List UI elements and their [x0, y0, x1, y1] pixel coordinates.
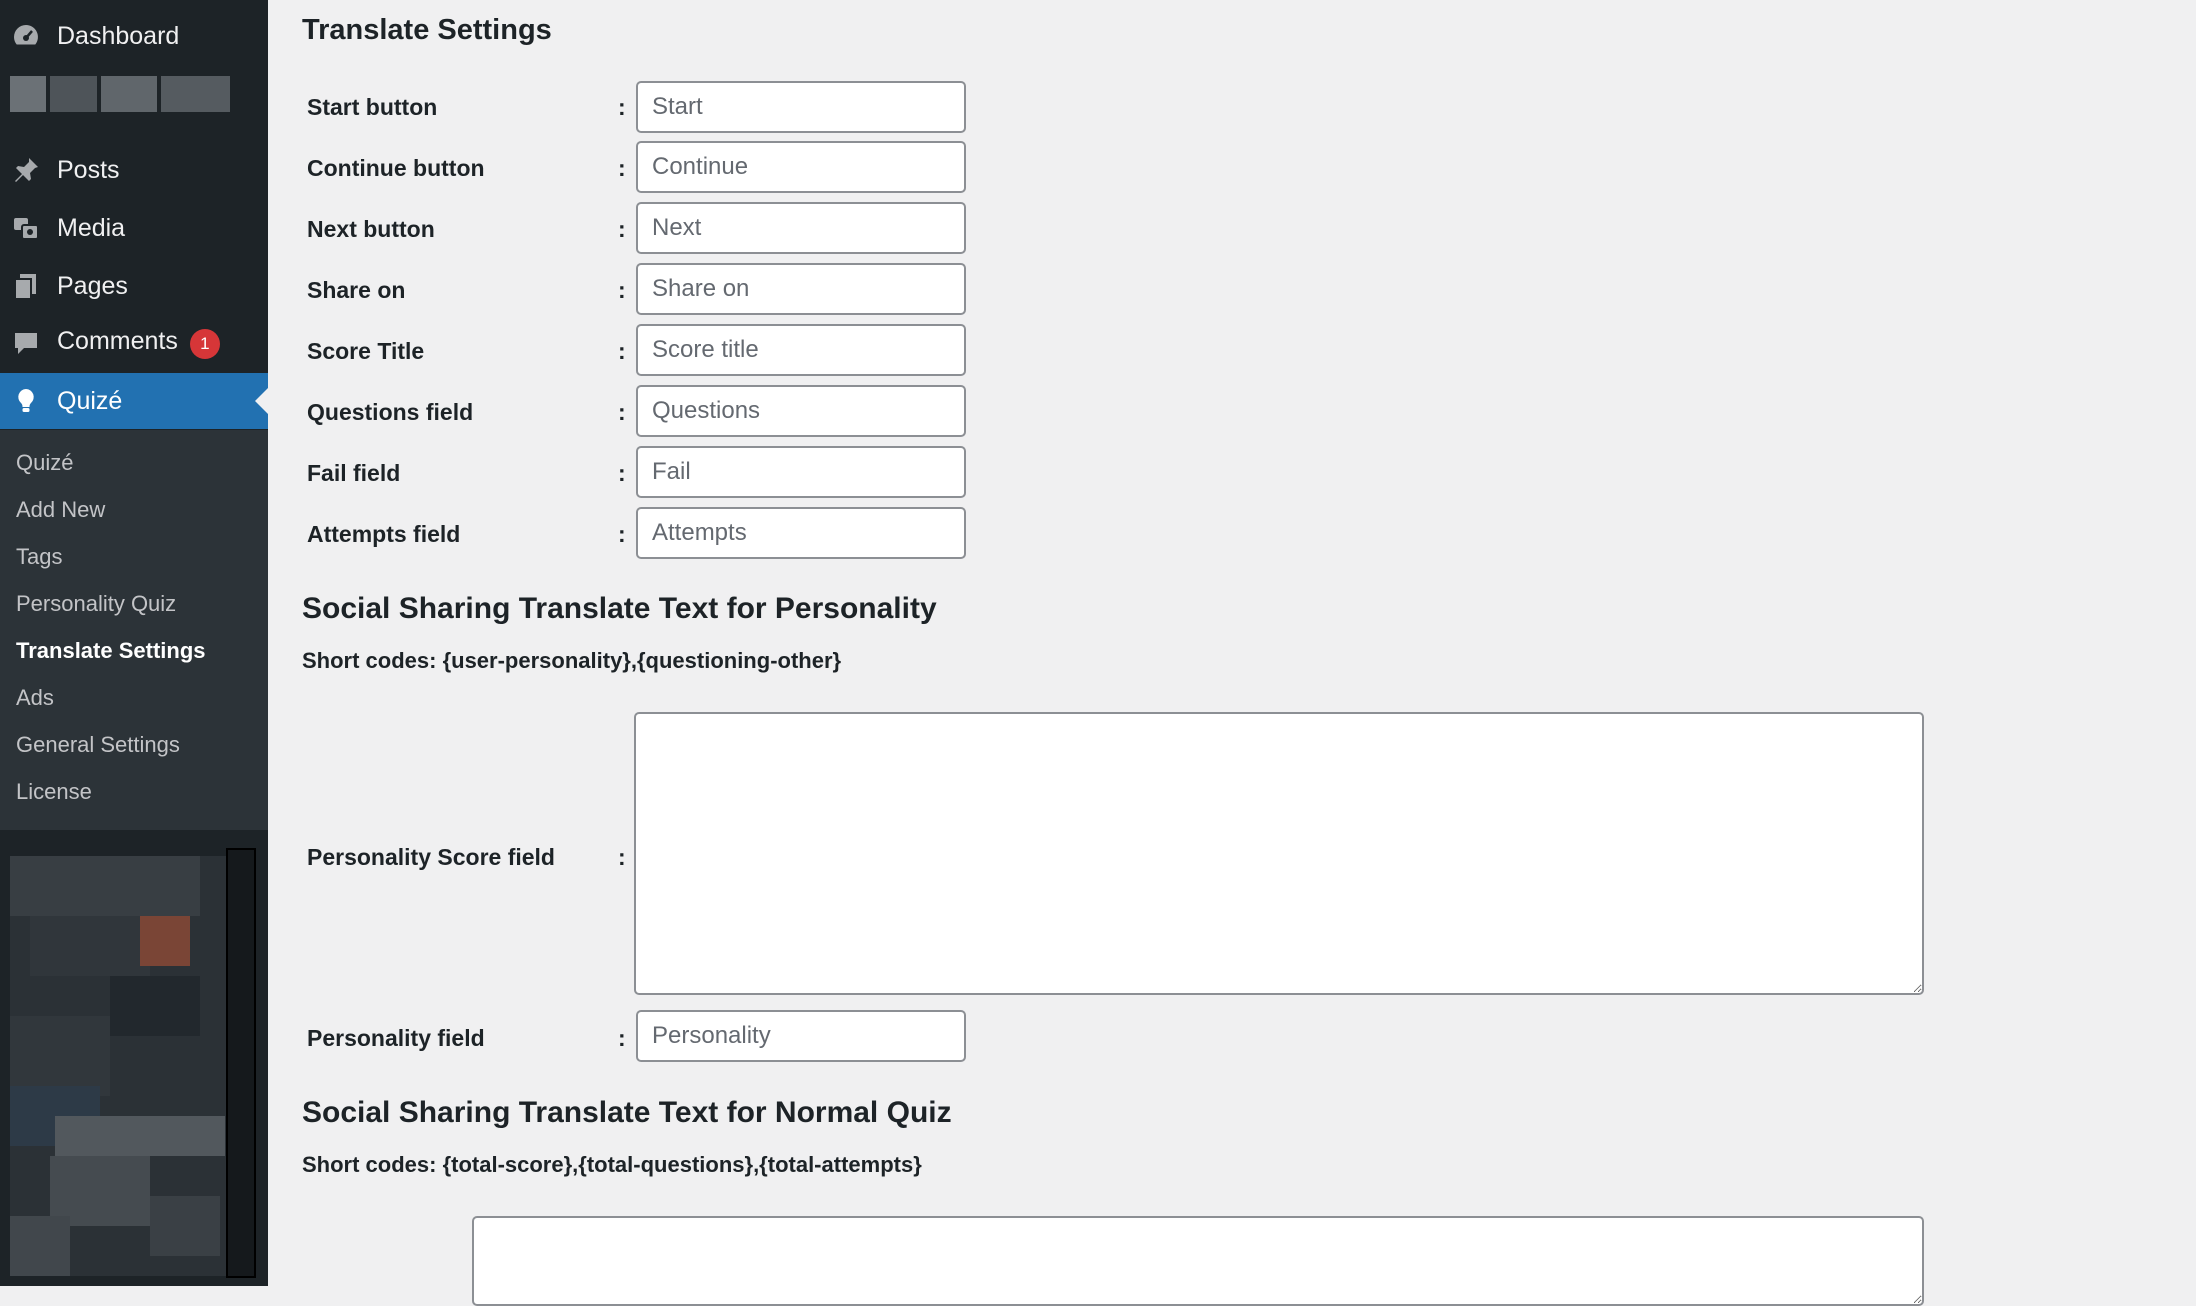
blurred-widget: [10, 856, 255, 1276]
menu-item-dashboard[interactable]: [0, 8, 268, 64]
colon: :: [618, 844, 626, 870]
submenu-personality-quiz[interactable]: Personality Quiz: [16, 591, 177, 616]
colon: :: [618, 399, 626, 425]
label-start-button: Start button: [307, 94, 438, 120]
menu-item-posts[interactable]: [0, 142, 268, 198]
sidebar-scrollbar[interactable]: [226, 848, 256, 1278]
next-button-input[interactable]: [636, 202, 966, 254]
label-score-title: Score Title: [307, 338, 425, 364]
menu-item-pages[interactable]: [0, 258, 268, 314]
personality-score-textarea[interactable]: [634, 712, 1924, 995]
comment-icon: [10, 327, 42, 359]
pin-icon: [10, 154, 42, 186]
admin-sidebar: [0, 0, 268, 1286]
colon: :: [618, 155, 626, 181]
menu-item-comments[interactable]: [0, 315, 268, 371]
personality-section-title: Social Sharing Translate Text for Personality: [302, 592, 937, 625]
menu-item-media[interactable]: [0, 200, 268, 256]
colon: :: [618, 1025, 626, 1051]
media-icon: [10, 212, 42, 244]
personality-shortcodes: Short codes: {user-personality},{questioning-other}: [302, 648, 842, 673]
label-personality-score-field: Personality Score field: [307, 844, 555, 870]
submenu-tags[interactable]: Tags: [16, 544, 63, 569]
menu-label-dashboard: Dashboard: [57, 21, 180, 50]
fail-input[interactable]: [636, 446, 966, 498]
blurred-site-name: [10, 76, 230, 112]
label-fail-field: Fail field: [307, 460, 401, 486]
dashboard-icon: [10, 20, 42, 52]
label-share-on: Share on: [307, 277, 406, 303]
share-on-input[interactable]: [636, 263, 966, 315]
menu-label-quize: Quizé: [57, 386, 123, 415]
menu-label-media: Media: [57, 213, 126, 242]
menu-label-posts: Posts: [57, 155, 120, 184]
normal-quiz-section-title: Social Sharing Translate Text for Normal Quiz: [302, 1096, 952, 1129]
menu-label-comments: Comments: [57, 327, 178, 355]
colon: :: [618, 277, 626, 303]
score-title-input[interactable]: [636, 324, 966, 376]
normal-quiz-textarea[interactable]: [472, 1216, 1924, 1306]
colon: :: [618, 216, 626, 242]
colon: :: [618, 521, 626, 547]
start-button-input[interactable]: [636, 81, 966, 133]
label-next-button: Next button: [307, 216, 435, 242]
colon: :: [618, 460, 626, 486]
pages-icon: [10, 270, 42, 302]
submenu-license[interactable]: License: [16, 779, 92, 804]
colon: :: [618, 338, 626, 364]
normal-quiz-shortcodes: Short codes: {total-score},{total-questions},{total-attempts}: [302, 1152, 922, 1177]
personality-input[interactable]: [636, 1010, 966, 1062]
label-questions-field: Questions field: [307, 399, 474, 425]
comments-count-badge: 1: [190, 329, 220, 359]
label-continue-button: Continue button: [307, 155, 485, 181]
quize-submenu: [0, 430, 268, 830]
questions-input[interactable]: [636, 385, 966, 437]
submenu-ads[interactable]: Ads: [16, 685, 54, 710]
label-personality-field: Personality field: [307, 1025, 485, 1051]
submenu-general-settings[interactable]: General Settings: [16, 732, 180, 757]
active-menu-arrow: [255, 388, 268, 414]
menu-item-quize[interactable]: [0, 373, 268, 429]
attempts-input[interactable]: [636, 507, 966, 559]
submenu-quize[interactable]: Quizé: [16, 450, 74, 475]
menu-label-pages: Pages: [57, 271, 128, 300]
submenu-add-new[interactable]: Add New: [16, 497, 106, 522]
label-attempts-field: Attempts field: [307, 521, 461, 547]
page-title: Translate Settings: [302, 14, 552, 46]
continue-button-input[interactable]: [636, 141, 966, 193]
lightbulb-icon: [10, 385, 42, 417]
menu-label-comments-wrap: [57, 327, 220, 359]
colon: :: [618, 94, 626, 120]
submenu-translate-settings[interactable]: Translate Settings: [16, 638, 206, 663]
